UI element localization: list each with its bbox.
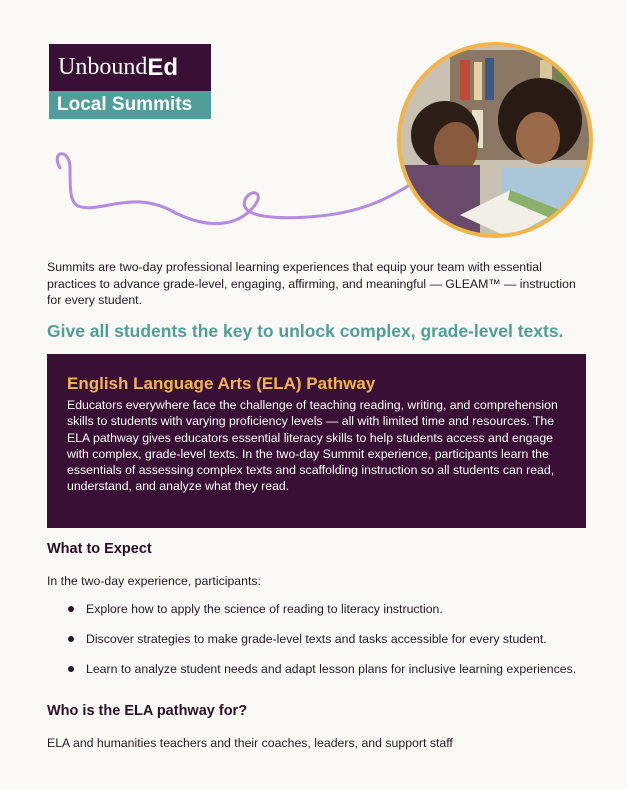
- unbounded-logo: [49, 44, 211, 119]
- intro-paragraph: Summits are two-day professional learning experiences that equip your team with essential practices to advance grade-level, engaging, affirming, and meaningful — GLEAM™ — instruction for every student.: [47, 260, 576, 307]
- students-reading-photo: [390, 40, 600, 240]
- decorative-squiggle: [40, 140, 410, 250]
- list-item-text: Discover strategies to make grade-level texts and tasks accessible for every student.: [86, 632, 547, 646]
- ela-pathway-callout: [47, 354, 586, 528]
- logo-subtitle: Local Summits: [49, 91, 211, 119]
- expect-list: [64, 601, 584, 691]
- logo-brand-regular: Unbound: [58, 54, 148, 80]
- list-item: [64, 601, 584, 617]
- list-item: [64, 631, 584, 647]
- pathway-body: Educators everywhere face the challenge of teaching reading, writing, and comprehension skills to students with varying proficiency levels — all with limited time and resources. The ELA pathway gives educators essential literacy skills to help students access and engage with complex, grade-level texts. In the two-day Summit experience, participants learn the essentials of assessing complex texts and scaffolding instruction so all students can read, understand, and analyze what they read.: [67, 398, 558, 494]
- pathway-title: English Language Arts (ELA) Pathway: [67, 374, 376, 393]
- list-item-text: Explore how to apply the science of reading to literacy instruction.: [86, 602, 443, 616]
- bullet-icon: [68, 666, 74, 672]
- bullet-icon: [68, 606, 74, 612]
- what-to-expect-heading: What to Expect: [47, 541, 152, 557]
- audience-heading: Who is the ELA pathway for?: [47, 703, 248, 719]
- logo-brand-bold: Ed: [147, 53, 179, 81]
- audience-text: ELA and humanities teachers and their coaches, leaders, and support staff: [47, 736, 453, 750]
- page-headline: Give all students the key to unlock complex, grade-level texts.: [47, 321, 564, 341]
- expect-lead: In the two-day experience, participants:: [47, 574, 261, 588]
- logo-wordmark: [49, 44, 211, 91]
- list-item: [64, 661, 584, 677]
- bullet-icon: [68, 636, 74, 642]
- list-item-text: Learn to analyze student needs and adapt lesson plans for inclusive learning experiences.: [86, 662, 577, 676]
